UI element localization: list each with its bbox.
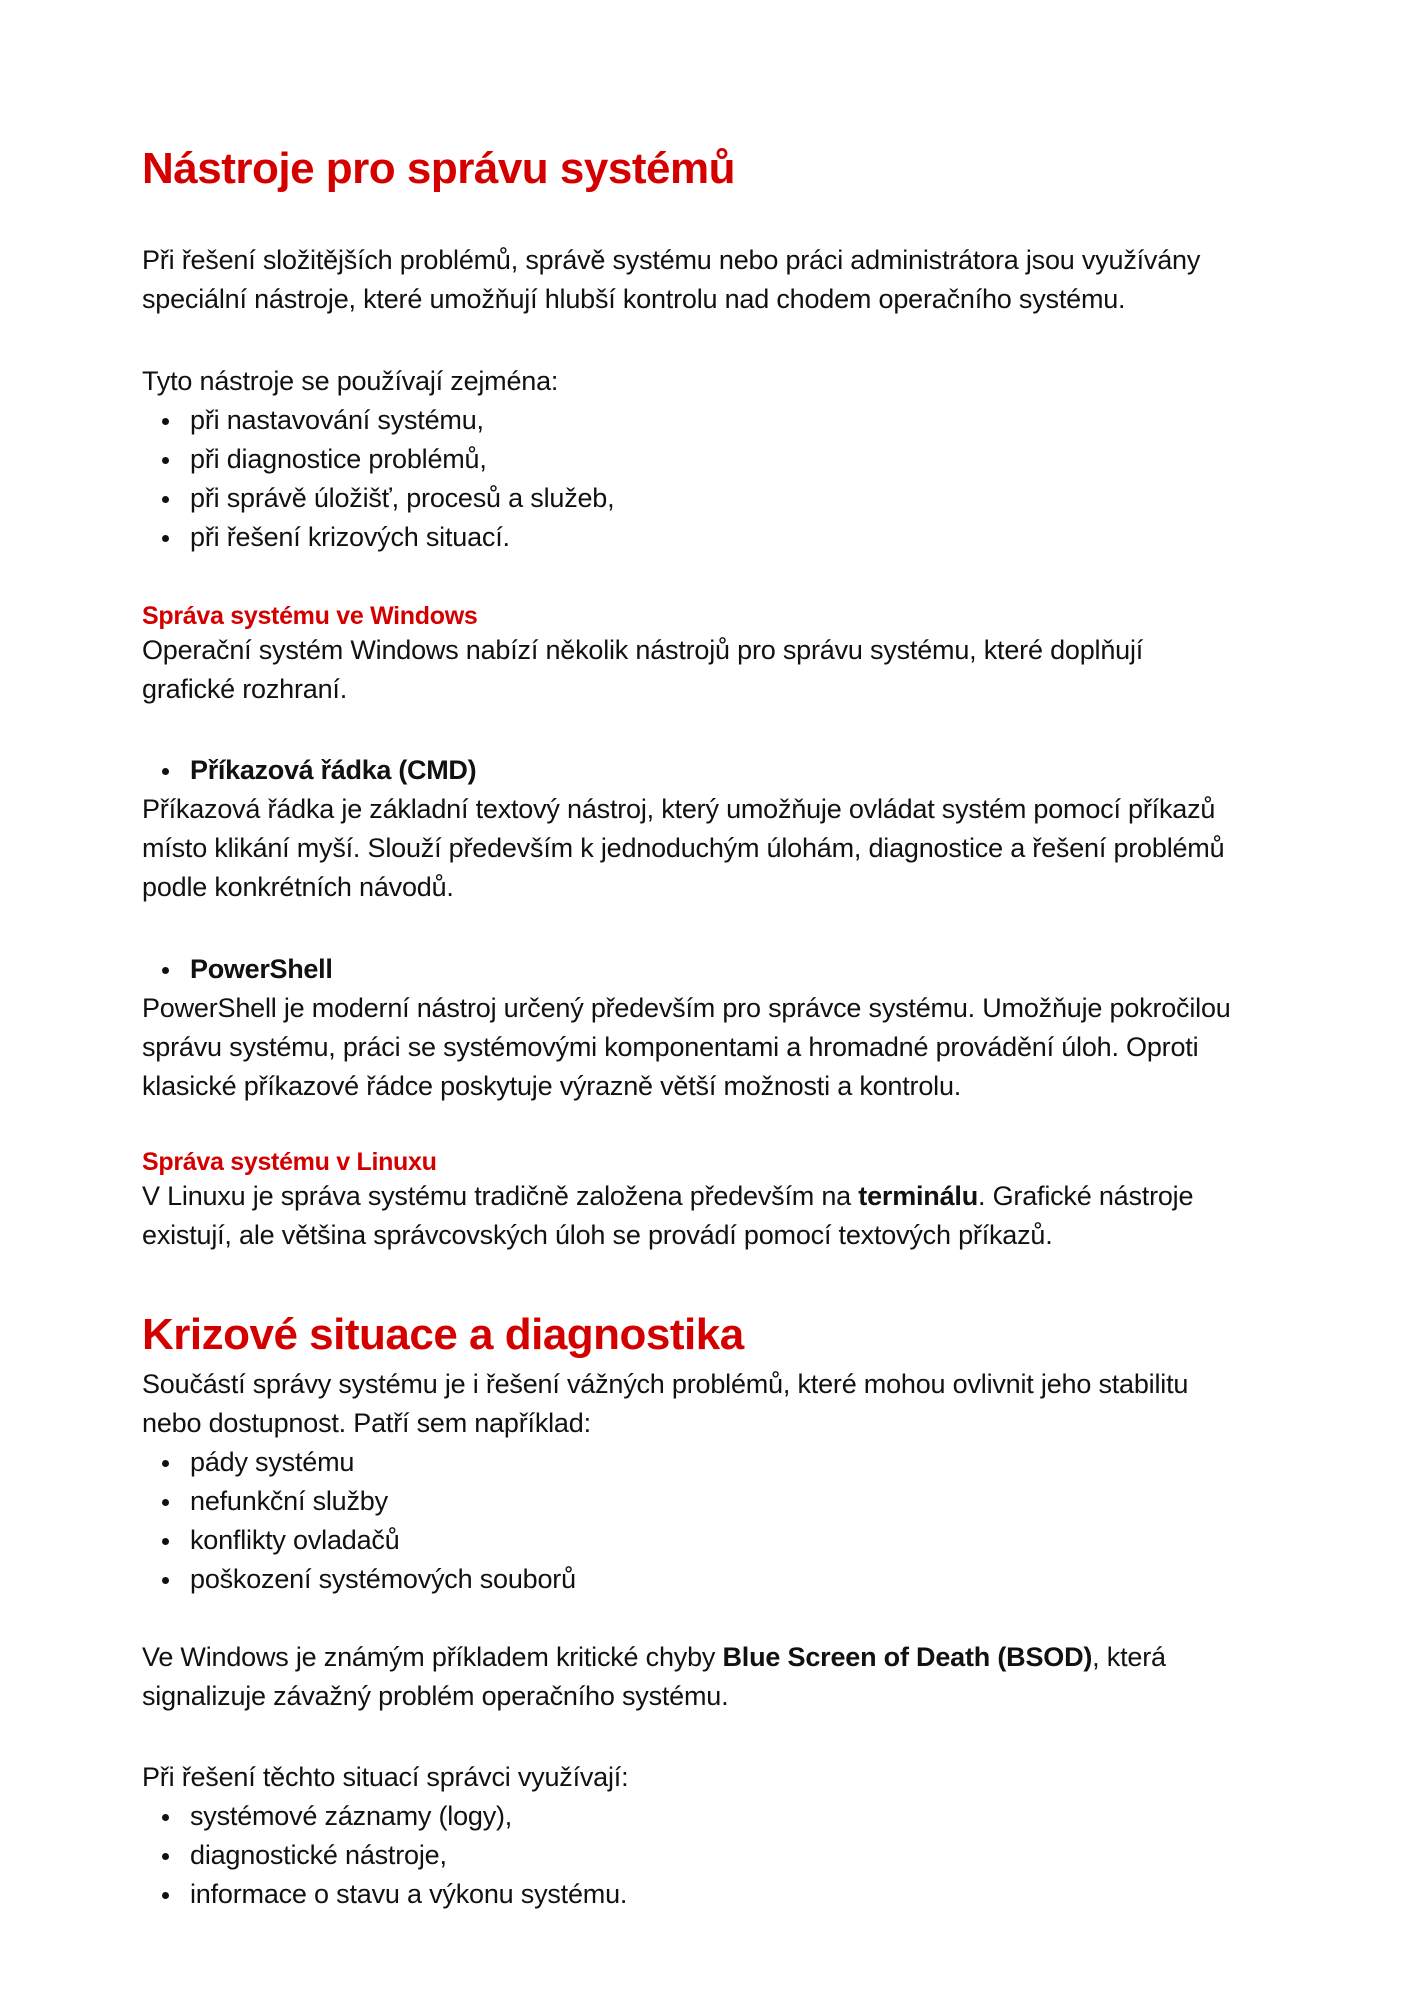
list-item-text: pády systému bbox=[190, 1447, 355, 1477]
list-item-text: poškození systémových souborů bbox=[190, 1564, 576, 1594]
linux-line: existují, ale většina správcovských úloh se provádí pomocí textových příkazů. bbox=[142, 1220, 1053, 1250]
list-item bbox=[142, 1560, 576, 1599]
bullet-icon bbox=[162, 496, 169, 503]
list-item-text: při nastavování systému, bbox=[190, 405, 484, 435]
cmd-line: Příkazová řádka je základní textový nástroj, který umožňuje ovládat systém pomocí příkazů bbox=[142, 794, 1216, 824]
subsection-heading-linux: Správa systému v Linuxu bbox=[142, 1148, 437, 1176]
list-item-text: při diagnostice problémů, bbox=[190, 444, 487, 474]
bullet-icon bbox=[162, 418, 169, 425]
bsod-line: signalizuje závažný problém operačního systému. bbox=[142, 1681, 729, 1711]
list-item-text: konflikty ovladačů bbox=[190, 1525, 400, 1555]
tool-heading-powershell bbox=[142, 950, 333, 989]
bullet-icon bbox=[162, 1499, 169, 1506]
windows-intro-line: Operační systém Windows nabízí několik nástrojů pro správu systému, které doplňují bbox=[142, 635, 1144, 665]
section-title-crisis: Krizové situace a diagnostika bbox=[142, 1310, 744, 1359]
intro-line: speciální nástroje, které umožňují hlubší kontrolu nad chodem operačního systému. bbox=[142, 284, 1126, 314]
linux-emphasis: terminálu bbox=[858, 1181, 979, 1211]
subsection-heading-windows: Správa systému ve Windows bbox=[142, 602, 478, 630]
bullet-icon bbox=[162, 457, 169, 464]
usage-list bbox=[142, 401, 614, 557]
intro-paragraph bbox=[142, 241, 1200, 319]
bsod-line bbox=[142, 1638, 1166, 1677]
cmd-description bbox=[142, 790, 1224, 907]
tools-list bbox=[142, 1797, 627, 1914]
bullet-icon bbox=[162, 1577, 169, 1584]
bullet-icon bbox=[162, 768, 169, 775]
cmd-line: místo klikání myší. Slouží především k jednoduchým úlohám, diagnostice a řešení problémů bbox=[142, 833, 1225, 863]
list-item bbox=[142, 479, 614, 518]
tool-title: Příkazová řádka (CMD) bbox=[190, 755, 477, 785]
list-item-text: při řešení krizových situací. bbox=[190, 522, 510, 552]
intro-line: Při řešení složitějších problémů, správě systému nebo práci administrátora jsou využívány bbox=[142, 245, 1201, 275]
tools-intro-text: Při řešení těchto situací správci využívají: bbox=[142, 1762, 629, 1792]
crisis-intro-line: nebo dostupnost. Patří sem například: bbox=[142, 1408, 591, 1438]
bullet-icon bbox=[162, 1853, 169, 1860]
powershell-description bbox=[142, 989, 1231, 1106]
powershell-line: klasické příkazové řádce poskytuje výrazně větší možnosti a kontrolu. bbox=[142, 1071, 962, 1101]
list-item bbox=[142, 1875, 627, 1914]
list-item-text: informace o stavu a výkonu systému. bbox=[190, 1879, 628, 1909]
tool-title: PowerShell bbox=[190, 954, 333, 984]
bsod-text: Ve Windows je známým příkladem kritické chyby bbox=[142, 1642, 723, 1672]
list-item-text: při správě úložišť, procesů a služeb, bbox=[190, 483, 615, 513]
usage-intro bbox=[142, 362, 558, 401]
list-item-text: nefunkční služby bbox=[190, 1486, 388, 1516]
linux-text: . Grafické nástroje bbox=[978, 1181, 1194, 1211]
linux-line bbox=[142, 1177, 1193, 1216]
powershell-line: PowerShell je moderní nástroj určený především pro správce systému. Umožňuje pokročilou bbox=[142, 993, 1231, 1023]
list-item bbox=[142, 440, 614, 479]
tools-intro bbox=[142, 1758, 628, 1797]
crisis-examples-list bbox=[142, 1443, 576, 1599]
tool-heading-cmd bbox=[142, 751, 476, 790]
list-item bbox=[142, 1482, 576, 1521]
list-item bbox=[142, 1797, 627, 1836]
bullet-icon bbox=[162, 967, 169, 974]
cmd-line: podle konkrétních návodů. bbox=[142, 872, 454, 902]
list-item-text: systémové záznamy (logy), bbox=[190, 1801, 513, 1831]
crisis-intro bbox=[142, 1365, 1188, 1443]
windows-intro-line: grafické rozhraní. bbox=[142, 674, 347, 704]
windows-intro bbox=[142, 631, 1143, 709]
bullet-icon bbox=[162, 1538, 169, 1545]
list-item bbox=[142, 518, 614, 557]
bullet-icon bbox=[162, 1460, 169, 1467]
crisis-intro-line: Součástí správy systému je i řešení vážných problémů, které mohou ovlivnit jeho stabilitu bbox=[142, 1369, 1189, 1399]
linux-paragraph bbox=[142, 1177, 1193, 1255]
list-item bbox=[142, 1443, 576, 1482]
usage-intro-text: Tyto nástroje se používají zejména: bbox=[142, 366, 559, 396]
powershell-line: správu systému, práci se systémovými komponentami a hromadné provádění úloh. Oproti bbox=[142, 1032, 1199, 1062]
bullet-icon bbox=[162, 1814, 169, 1821]
bsod-text: , která bbox=[1092, 1642, 1166, 1672]
section-title-tools: Nástroje pro správu systémů bbox=[142, 144, 735, 193]
bullet-icon bbox=[162, 535, 169, 542]
linux-text: V Linuxu je správa systému tradičně založena především na bbox=[142, 1181, 859, 1211]
list-item bbox=[142, 401, 614, 440]
bsod-emphasis: Blue Screen of Death (BSOD) bbox=[722, 1642, 1093, 1672]
list-item bbox=[142, 1836, 627, 1875]
bsod-paragraph bbox=[142, 1638, 1166, 1716]
list-item bbox=[142, 1521, 576, 1560]
list-item-text: diagnostické nástroje, bbox=[190, 1840, 447, 1870]
bullet-icon bbox=[162, 1892, 169, 1899]
